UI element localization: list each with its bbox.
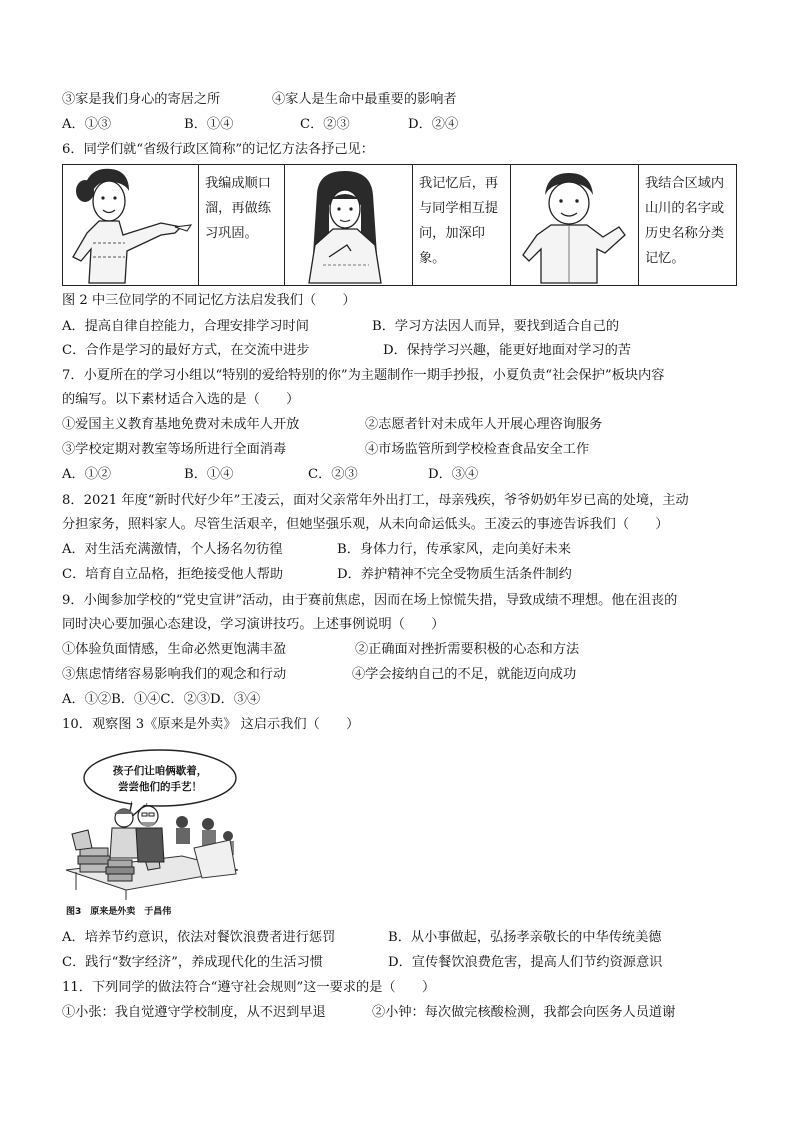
- q10-option-c: C．践行“数字经济”，养成现代化的生活习惯: [62, 955, 323, 970]
- student1-text-cell: [199, 165, 285, 285]
- student1-illustration: [63, 165, 199, 285]
- student3-illustration: [511, 165, 639, 285]
- q6-option-b: B．学习方法因人而异，要找到适合自己的: [372, 319, 620, 334]
- q8-stem-line2: 分担家务，照料家人。尽管生活艰辛，但她坚强乐观，从未向命运低头。王凌云的事迹告诉我们（ ）: [62, 517, 669, 532]
- q9-options: A．①②B．①④C．②③D．③④: [62, 692, 261, 707]
- q9-statement-1: ①体验负面情感，生命必然更饱满丰盈: [62, 642, 287, 657]
- student2-text-cell: [413, 165, 511, 285]
- bubble-text-line1: 孩子们让咱俩歇着，: [112, 765, 208, 777]
- student2-illustration: [285, 165, 413, 285]
- student3-text: 我结合区域内山川的名字或历史名称分类记忆。: [645, 176, 725, 266]
- student3-image-cell: [511, 165, 639, 285]
- student2-text: 我记忆后，再与同学相互提问，加深印象。: [419, 176, 499, 266]
- q7-statement-4: ④市场监管所到学校检查食品安全工作: [365, 442, 590, 457]
- comic-illustration: [62, 744, 240, 920]
- comic-caption: 图3 原来是外卖 于昌伟: [66, 907, 172, 917]
- q5-option-b: B．①④: [184, 117, 234, 132]
- q10-option-d: D．宣传餐饮浪费危害，提高人们节约资源意识: [388, 955, 663, 970]
- q11-statement-2: ②小钟：每次做完核酸检测，我都会向医务人员道谢: [372, 1005, 676, 1020]
- student3-text-cell: [639, 165, 736, 285]
- q6-option-d: D．保持学习兴趣，能更好地面对学习的苦: [383, 343, 631, 358]
- q8-option-b: B．身体力行，传承家风，走向美好未来: [337, 542, 571, 557]
- q8-stem-line1: 8．2021 年度“新时代好少年”王凌云，面对父亲常年外出打工，母亲残疾，爷爷奶奶年岁已高的处境，主动: [62, 493, 689, 508]
- q7-statement-3: ③学校定期对教室等场所进行全面消毒: [62, 442, 287, 457]
- q6-option-c: C．合作是学习的最好方式，在交流中进步: [62, 343, 310, 358]
- q8-option-d: D．养护精神不完全受物质生活条件制约: [337, 567, 572, 582]
- q10-option-a: A．培养节约意识，依法对餐饮浪费者进行惩罚: [62, 930, 336, 945]
- q9-statement-3: ③焦虑情绪容易影响我们的观念和行动: [62, 667, 287, 682]
- q6-question: 图 2 中三位同学的不同记忆方法启发我们（ ）: [62, 293, 356, 308]
- q7-stem-line1: 7．小夏所在的学习小组以“特别的爱给特别的你”为主题制作一期手抄报，小夏负责“社会保护”板块内容: [62, 368, 665, 383]
- q8-option-a: A．对生活充满激情，个人扬名勿彷徨: [62, 542, 283, 557]
- q5-statement-4: ④家人是生命中最重要的影响者: [272, 92, 457, 107]
- q7-option-a: A．①②: [62, 467, 112, 482]
- q9-statement-2: ②正确面对挫折需要积极的心态和方法: [355, 642, 580, 657]
- q11-stem: 11．下列同学的做法符合“遵守社会规则”这一要求的是（ ）: [62, 980, 436, 995]
- q7-option-c: C．②③: [308, 467, 358, 482]
- q6-stem: 6．同学们就“省级行政区简称”的记忆方法各抒己见：: [62, 142, 374, 157]
- student2-image-cell: [285, 165, 413, 285]
- bubble-text-line2: 尝尝他们的手艺！: [118, 781, 202, 793]
- student1-text: 我编成顺口溜，再做练习巩固。: [205, 176, 271, 241]
- q7-option-b: B．①④: [184, 467, 234, 482]
- q10-comic-figure: [62, 744, 240, 920]
- q5-option-d: D．②④: [408, 117, 459, 132]
- q7-stem-line2: 的编写。以下素材适合入选的是（ ）: [62, 392, 300, 407]
- q9-stem-line2: 同时决心要加强心态建设，学习演讲技巧。上述事例说明（ ）: [62, 617, 445, 632]
- q10-option-b: B．从小事做起，弘扬孝亲敬长的中华传统美德: [388, 930, 662, 945]
- student1-image-cell: [63, 165, 199, 285]
- q5-option-a: A．①③: [62, 117, 112, 132]
- q6-figure-table: [62, 164, 737, 286]
- q9-stem-line1: 9．小闽参加学校的“党史宣讲”活动，由于赛前焦虑，因而在场上惊慌失措，导致成绩不理想。他在沮丧的: [62, 593, 678, 608]
- q5-statement-3: ③家是我们身心的寄居之所: [62, 92, 221, 107]
- q11-statement-1: ①小张：我自觉遵守学校制度，从不迟到早退: [62, 1005, 326, 1020]
- q7-statement-2: ②志愿者针对未成年人开展心理咨询服务: [365, 417, 603, 432]
- q7-statement-1: ①爱国主义教育基地免费对未成年人开放: [62, 417, 300, 432]
- q10-stem: 10．观察图 3《原来是外卖》 这启示我们（ ）: [62, 717, 360, 732]
- q5-option-c: C．②③: [300, 117, 350, 132]
- q7-option-d: D．③④: [428, 467, 479, 482]
- q9-statement-4: ④学会接纳自己的不足，就能迈向成功: [352, 667, 577, 682]
- q6-option-a: A．提高自律自控能力，合理安排学习时间: [62, 319, 309, 334]
- q8-option-c: C．培育自立品格，拒绝接受他人帮助: [62, 567, 284, 582]
